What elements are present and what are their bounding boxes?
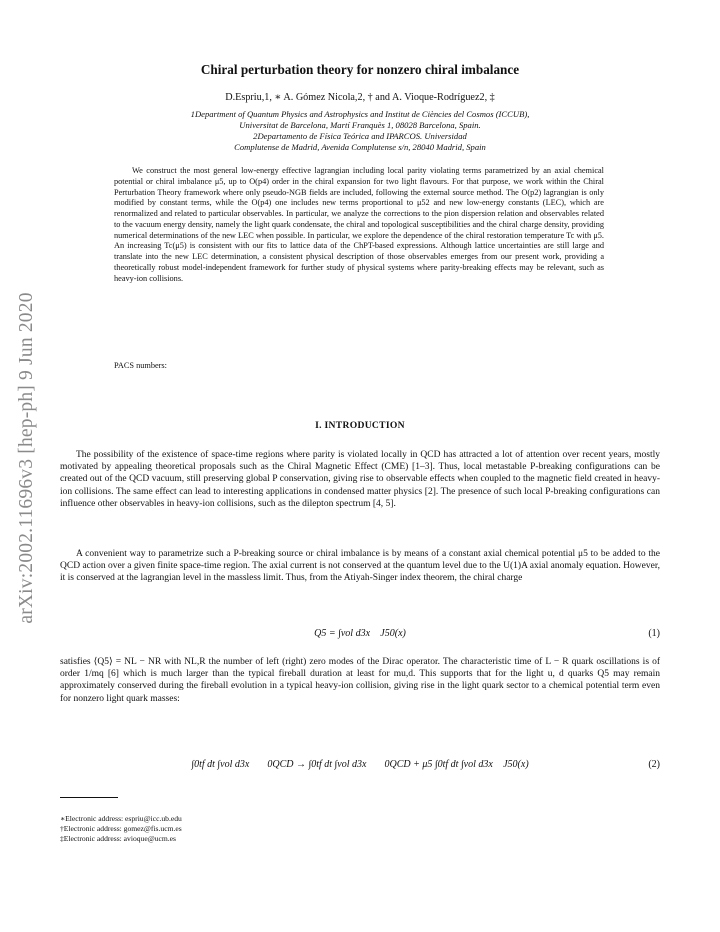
footnote: ‡Electronic address: avioque@ucm.es — [60, 834, 177, 844]
affiliation-line: Complutense de Madrid, Avenida Complutense s/n, 28040 Madrid, Spain — [234, 141, 486, 152]
paper-title: Chiral perturbation theory for nonzero chiral imbalance — [200, 62, 520, 77]
affiliation-line: 1Department of Quantum Physics and Astrophysics and Institut de Ciències del Cosmos (ICCUB), — [190, 109, 530, 119]
author-list: D.Espriu,1, ∗ A. Gómez Nicola,2, † and A. Vioque-Rodríguez2, ‡ — [225, 92, 495, 103]
footnotes — [60, 814, 182, 844]
equation-body: Q5 = ∫vol d3x⃗ J50(x) — [314, 628, 406, 639]
arxiv-side-stamp: arXiv:2002.11696v3 [hep-ph] 9 Jun 2020 — [16, 292, 37, 624]
body-paragraph: The possibility of the existence of space-time regions where parity is violated locally in QCD has attracted a lot of attention over recent years, mostly motivated by appealing theoretical proposals such as the Chiral Magnetic Effect (CME) [1–3]. Thus, local metastable P-breaking configurations can be created out of the QCD vacuum, still preserving global P conservation, giving rise to observable effects when coupled to the magnetic field created in heavy-ion collisions. The same effect can lead to interesting applications in condensed matter physics [2]. The presence of such local P-breaking configurations can influence other observables in heavy-ion collisions, such as the dilepton spectrum [4, 5]. — [60, 450, 660, 509]
equation-body: ∫0tf dt ∫vol d3x⃗ ℒ0QCD → ∫0tf dt ∫vol d3x⃗ ℒ0QCD + μ5 ∫0tf dt ∫vol d3x⃗ J50(x) — [191, 759, 529, 770]
footnote-rule — [60, 797, 118, 798]
section-heading: I. INTRODUCTION — [315, 420, 405, 431]
affiliation-line: Universitat de Barcelona, Martí Franquès 1, 08028 Barcelona, Spain. — [239, 119, 481, 130]
equation-number: (2) — [648, 759, 660, 770]
equation-number: (1) — [648, 628, 660, 639]
footnote: †Electronic address: gomez@fis.ucm.es — [60, 824, 182, 834]
pacs-numbers: PACS numbers: — [114, 361, 167, 370]
body-paragraph: satisfies ⟨Q5⟩ = NL − NR with NL,R the number of left (right) zero modes of the Dirac operator. The characteristic time of L − R quark oscillations is of order 1/mq [6] which is much larger than the typical fireball duration at least for mu,d. This supports that for the light u, d quarks Q5 may remain approximately conserved during the fireball evolution in a typical heavy-ion collision, giving rise in the light quark sector to a chemical potential term even for nonzero light quark masses: — [60, 657, 660, 704]
body-paragraph: A convenient way to parametrize such a P-breaking source or chiral imbalance is by means of a constant axial chemical potential μ5 to be added to the QCD action over a given finite space-time region. The axial current is not conserved at the quantum level due to the U(1)A axial anomaly equation. However, it is conserved at the lagrangian level in the massless limit. Thus, from the Atiyah-Singer index theorem, the chiral charge — [60, 549, 660, 584]
abstract: We construct the most general low-energy effective lagrangian including local parity violating terms parametrized by an axial chemical potential or chiral imbalance μ5, up to O(p4) order in the chiral expansion for two light flavours. For that purpose, we work within the Chiral Perturbation Theory framework where only pseudo-NGB fields are included, following the external source method. The O(p2) lagrangian is only modified by constant terms, while the O(p4) one includes new terms proportional to μ52 and new low-energy constants (LEC), which are renormalized and related to particular observables. In particular, we analyze the corrections to the pion dispersion relation and observables related to the vacuum energy density, namely the light quark condensate, the chiral and topological susceptibilities and the chiral charge density, providing numerical determinations of the new LEC when possible. In particular, we explore the dependence of the chiral restoration temperature Tc with μ5. An increasing Tc(μ5) is consistent with our fits to lattice data of the ChPT-based expressions. Although lattice uncertainties are still large and translate into the new LEC determination, a consistent physical description of those observables emerges from our present work, providing a theoretically robust model-independent framework for further study of physical systems where parity-breaking effects may be relevant, such as heavy-ion collisions. — [114, 166, 604, 283]
footnote: ∗Electronic address: espriu@icc.ub.edu — [60, 814, 182, 823]
affiliations — [110, 109, 610, 153]
affiliation-line: 2Departamento de Física Teórica and IPARCOS. Universidad — [253, 130, 467, 141]
